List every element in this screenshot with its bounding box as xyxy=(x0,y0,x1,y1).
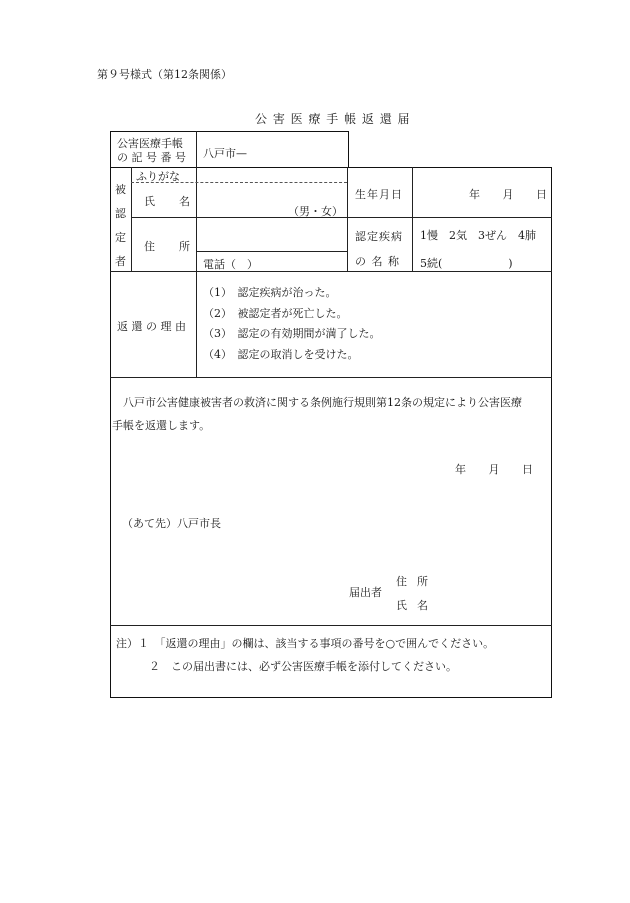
form-number: 第９号様式（第12条関係） xyxy=(97,68,232,81)
reasons-label: 返 還 の 理 由 xyxy=(117,320,186,333)
statement-date[interactable]: 年 月 日 xyxy=(455,463,533,476)
reason-item[interactable]: （3） 認定の有効期間が満了した。 xyxy=(203,327,381,340)
handbook-number-value: 八戸市— xyxy=(203,147,247,160)
notes: 注）１ 「返還の理由」の欄は、該当する事項の番号を○で囲んでください。 ２ この届出書には、必ず公害医療手帳を添付してください。 xyxy=(116,637,495,673)
reason-item[interactable]: （1） 認定疾病が治った。 xyxy=(203,286,337,299)
reasons-list xyxy=(203,283,381,365)
handbook-number-label: 公害医療手帳 の 記 号 番 号 xyxy=(117,137,186,164)
dob-label: 生年月日 xyxy=(355,188,403,201)
disease-options[interactable]: 1慢 2気 3ぜん 4肺 5続( ) xyxy=(420,229,536,270)
page-title: 公 害 医 療 手 帳 返 還 届 xyxy=(255,112,411,126)
name-label: 氏 名 xyxy=(144,195,190,208)
statement-text: 八戸市公害健康被害者の救済に関する条例施行規則第12条の規定により公害医療 手帳を返還します。 xyxy=(112,396,522,432)
furigana-label: ふりがな xyxy=(136,170,180,183)
disease-label: 認定疾病 の 名 称 xyxy=(355,230,403,268)
notifier-name[interactable]: 氏 名 xyxy=(396,599,428,612)
gender-field[interactable]: （男・女） xyxy=(288,205,343,218)
addressee: （あて先）八戸市長 xyxy=(122,517,221,530)
phone-field[interactable]: 電話（ ） xyxy=(203,258,258,271)
reason-item[interactable]: （2） 被認定者が死亡した。 xyxy=(203,306,348,320)
notifier-address[interactable]: 住 所 xyxy=(396,575,428,588)
notifier-label: 届出者 xyxy=(349,586,382,599)
certified-person-label: 被 認 定 者 xyxy=(115,183,126,268)
reason-item[interactable]: （4） 認定の取消しを受けた。 xyxy=(203,347,359,361)
dob-field[interactable]: 年 月 日 xyxy=(469,188,547,201)
address-label: 住 所 xyxy=(144,240,190,253)
